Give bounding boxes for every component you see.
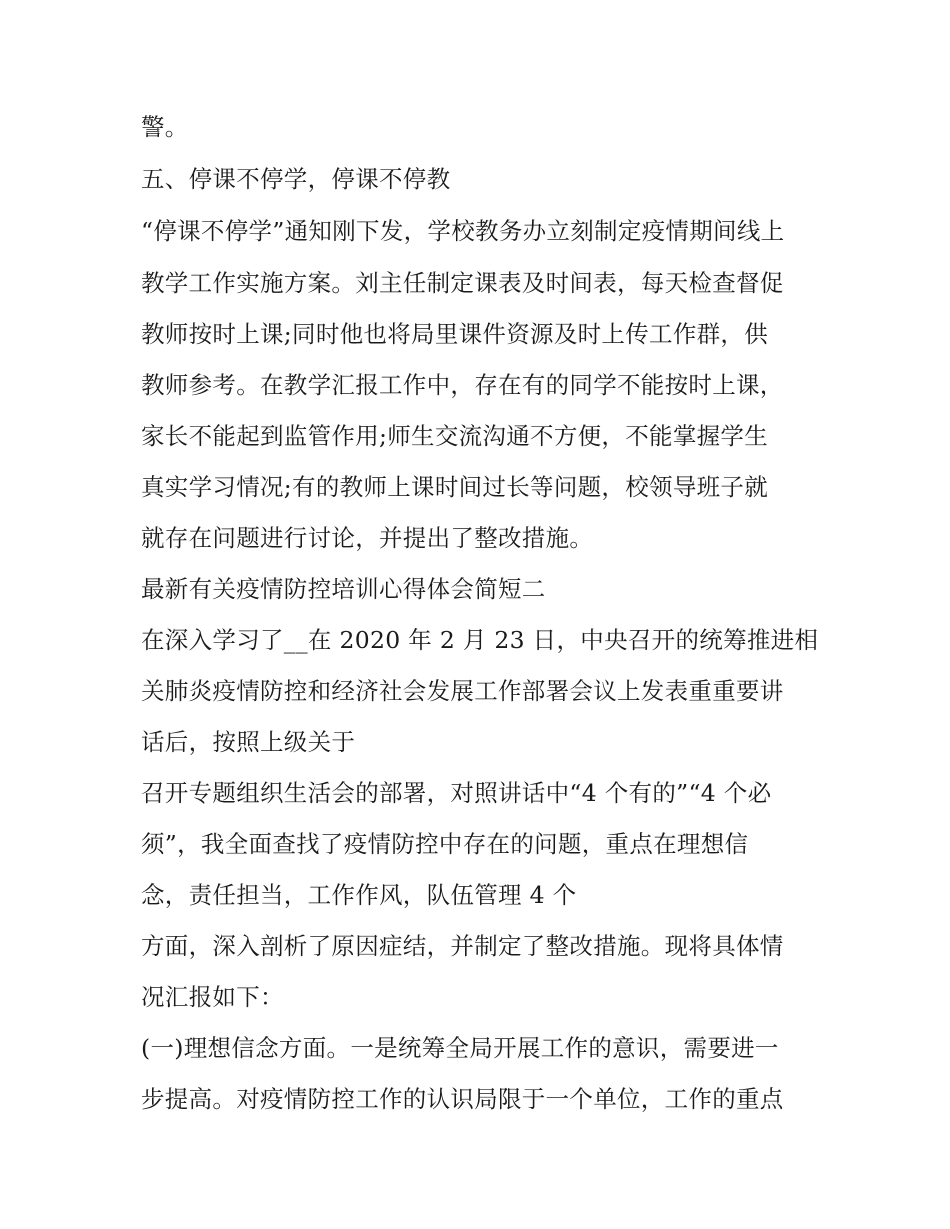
text-line: (一)理想信念方面。一是统筹全局开展工作的意识，需要进一 bbox=[141, 1034, 779, 1062]
text-line: 关肺炎疫情防控和经济社会发展工作部署会议上发表重重要讲 bbox=[141, 677, 784, 705]
text-line: 念，责任担当，工作作风，队伍管理 4 个 bbox=[141, 881, 577, 909]
text-line: 况汇报如下： bbox=[141, 983, 284, 1011]
text-line: 警。 bbox=[141, 113, 189, 141]
text-line: 须”，我全面查找了疫情防控中存在的问题，重点在理想信 bbox=[141, 830, 749, 858]
text-line: 方面，深入剖析了原因症结，并制定了整改措施。现将具体情 bbox=[141, 932, 784, 960]
text-line: 真实学习情况;有的教师上课时间过长等问题，校领导班子就 bbox=[141, 473, 769, 501]
text-line: 教师参考。在教学汇报工作中，存在有的同学不能按时上课， bbox=[141, 371, 784, 399]
text-line: 在深入学习了__在 2020 年 2 月 23 日，中央召开的统筹推进相 bbox=[141, 626, 819, 654]
section-heading: 五、停课不停学，停课不停教 bbox=[141, 165, 451, 193]
section-heading: 最新有关疫情防控培训心得体会简短二 bbox=[141, 575, 546, 603]
text-line: “停课不停学”通知刚下发，学校教务办立刻制定疫情期间线上 bbox=[141, 217, 785, 245]
text-line: 教师按时上课;同时他也将局里课件资源及时上传工作群，供 bbox=[141, 320, 769, 348]
text-line: 就存在问题进行讨论，并提出了整改措施。 bbox=[141, 524, 594, 552]
text-line: 话后，按照上级关于 bbox=[141, 728, 356, 756]
text-line: 家长不能起到监管作用;师生交流沟通不方便，不能掌握学生 bbox=[141, 422, 769, 450]
text-line: 步提高。对疫情防控工作的认识局限于一个单位，工作的重点 bbox=[141, 1085, 784, 1113]
text-line: 召开专题组织生活会的部署，对照讲话中“4 个有的”“4 个必 bbox=[141, 779, 772, 807]
text-line: 教学工作实施方案。刘主任制定课表及时间表，每天检查督促 bbox=[141, 269, 784, 297]
